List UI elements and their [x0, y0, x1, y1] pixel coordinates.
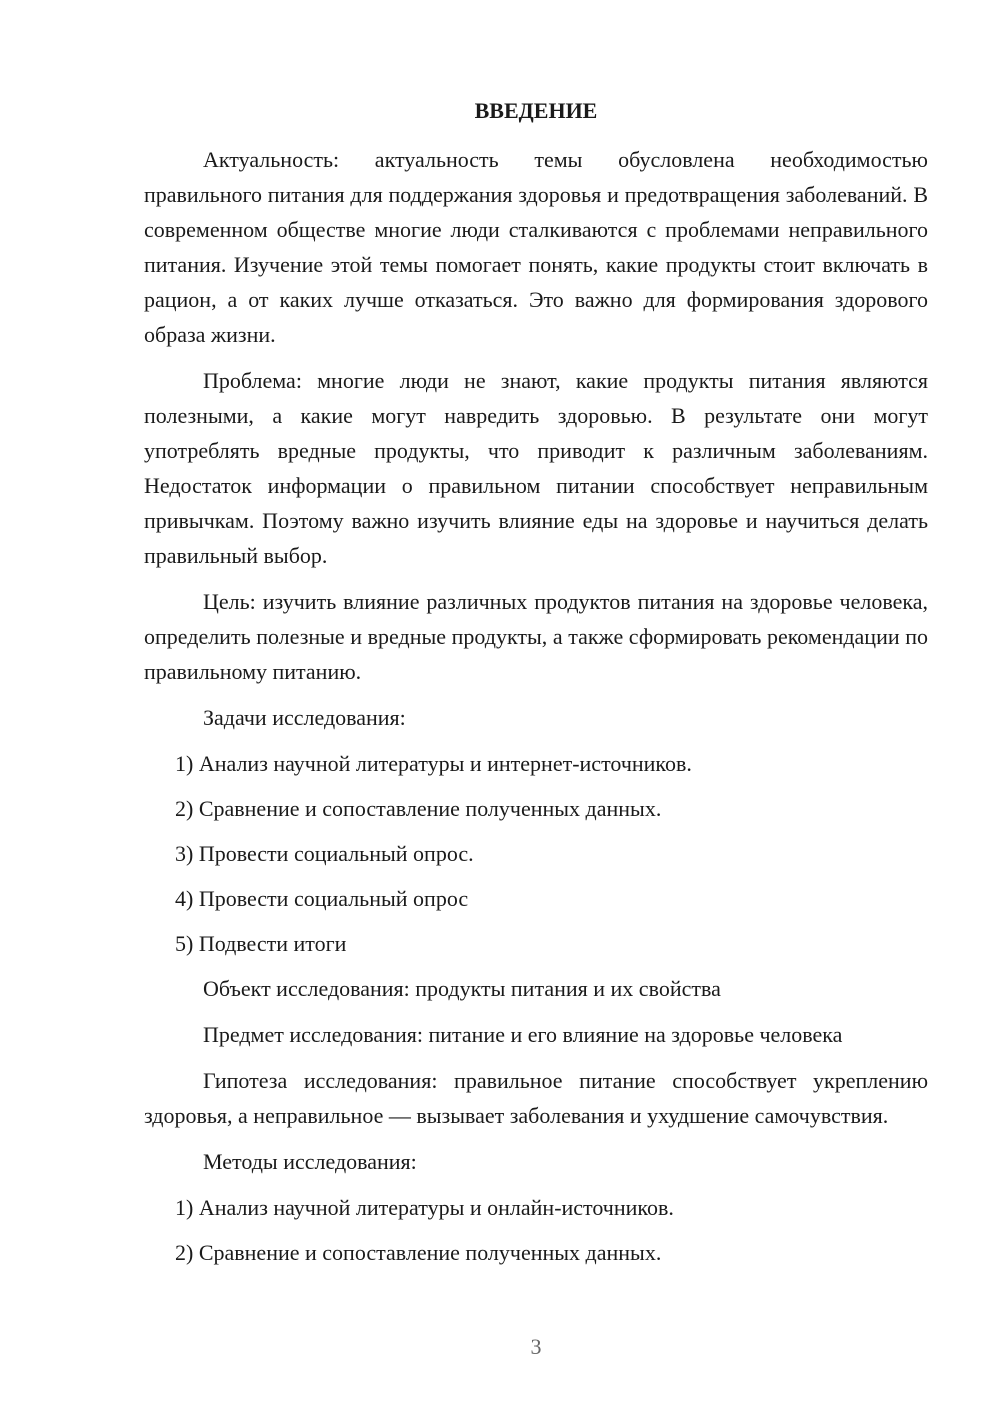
goal-paragraph: Цель: изучить влияние различных продуктов питания на здоровье человека, определить полезные и вредные продукты, а также сформировать рекомендации по правильному питанию. [144, 589, 928, 684]
research-subject: Предмет исследования: питание и его влияние на здоровье человека [203, 1022, 843, 1047]
task-item: 3) Провести социальный опрос. [175, 841, 474, 866]
method-item: 2) Сравнение и сопоставление полученных данных. [175, 1240, 662, 1265]
task-item: 1) Анализ научной литературы и интернет-источников. [175, 751, 692, 776]
relevance-paragraph: Актуальность: актуальность темы обусловлена необходимостью правильного питания для поддержания здоровья и предотвращения заболеваний. В современном обществе многие люди сталкиваются с проблемами неправильного питания. Изучение этой темы помогает понять, какие продукты стоит включать в рацион, а от каких лучше отказаться. Это важно для формирования здорового образа жизни. [144, 147, 928, 347]
method-item: 1) Анализ научной литературы и онлайн-источников. [175, 1195, 674, 1220]
research-object: Объект исследования: продукты питания и их свойства [203, 976, 721, 1001]
tasks-heading: Задачи исследования: [203, 705, 406, 730]
problem-paragraph: Проблема: многие люди не знают, какие продукты питания являются полезными, а какие могут навредить здоровью. В результате они могут употреблять вредные продукты, что приводит к различным заболеваниям. Недостаток информации о правильном питании способствует неправильным привычкам. Поэтому важно изучить влияние еды на здоровье и научиться делать правильный выбор. [144, 368, 928, 568]
methods-heading: Методы исследования: [203, 1149, 417, 1174]
task-item: 2) Сравнение и сопоставление полученных данных. [175, 796, 662, 821]
tasks-list [144, 746, 928, 961]
page-number: 3 [530, 1334, 542, 1359]
methods-list [144, 1190, 928, 1270]
task-item: 4) Провести социальный опрос [175, 886, 469, 911]
hypothesis-paragraph: Гипотеза исследования: правильное питание способствует укреплению здоровья, а неправильное — вызывает заболевания и ухудшение самочувствия. [144, 1068, 928, 1128]
page-content [144, 93, 928, 1280]
task-item: 5) Подвести итоги [175, 931, 347, 956]
section-title: ВВЕДЕНИЕ [474, 98, 598, 123]
